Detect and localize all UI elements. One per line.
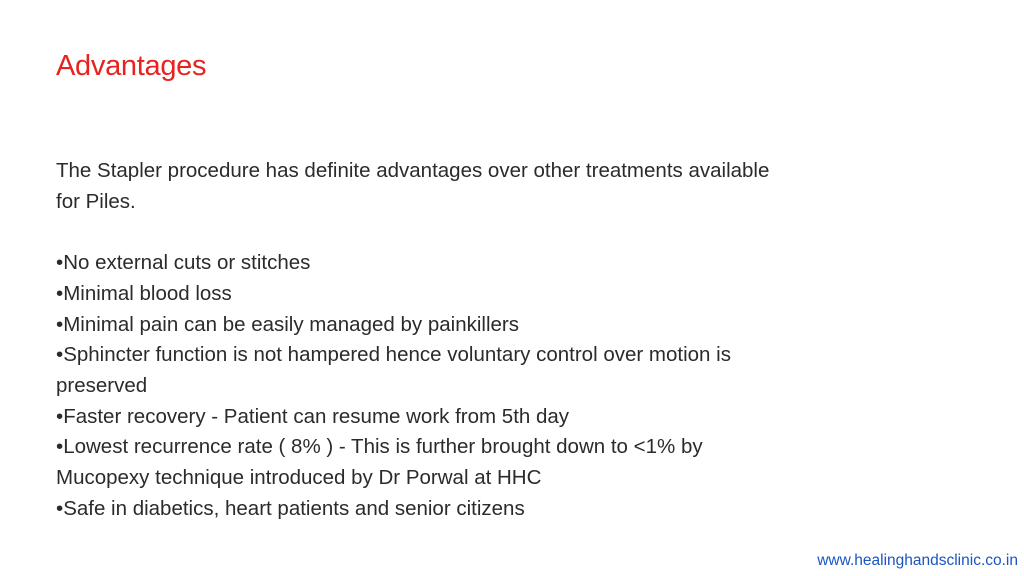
website-link[interactable]: www.healinghandsclinic.co.in	[817, 552, 1018, 569]
list-item-text: Minimal blood loss	[63, 281, 232, 305]
list-item-text: No external cuts or stitches	[63, 251, 311, 275]
list-item	[56, 248, 796, 279]
bullet-marker: •	[56, 312, 64, 336]
list-item	[56, 494, 796, 525]
list-item-text: Safe in diabetics, heart patients and senior citizens	[63, 496, 525, 520]
list-item-text: Lowest recurrence rate ( 8% ) - This is further brought down to <1% by Mucopexy technique introduced by Dr Porwal at HHC	[56, 435, 703, 490]
bullet-marker: •	[56, 343, 64, 367]
intro-paragraph: The Stapler procedure has definite advantages over other treatments available for Piles.	[56, 159, 770, 213]
bullet-marker: •	[56, 496, 64, 520]
slide-body	[56, 156, 796, 524]
slide-title: Advantages	[56, 50, 207, 82]
list-item	[56, 340, 796, 401]
list-item-text: Sphincter function is not hampered hence voluntary control over motion is preserved	[56, 343, 731, 397]
advantages-list	[56, 248, 796, 524]
bullet-marker: •	[56, 251, 64, 275]
list-item	[56, 279, 796, 310]
list-item	[56, 432, 796, 493]
bullet-marker: •	[56, 435, 64, 459]
list-item-text: Minimal pain can be easily managed by painkillers	[63, 312, 519, 336]
list-item	[56, 310, 796, 341]
list-item	[56, 402, 796, 433]
bullet-marker: •	[56, 281, 64, 305]
list-item-text: Faster recovery - Patient can resume work from 5th day	[63, 404, 570, 428]
paragraph-spacer	[56, 217, 796, 248]
bullet-marker: •	[56, 404, 64, 428]
